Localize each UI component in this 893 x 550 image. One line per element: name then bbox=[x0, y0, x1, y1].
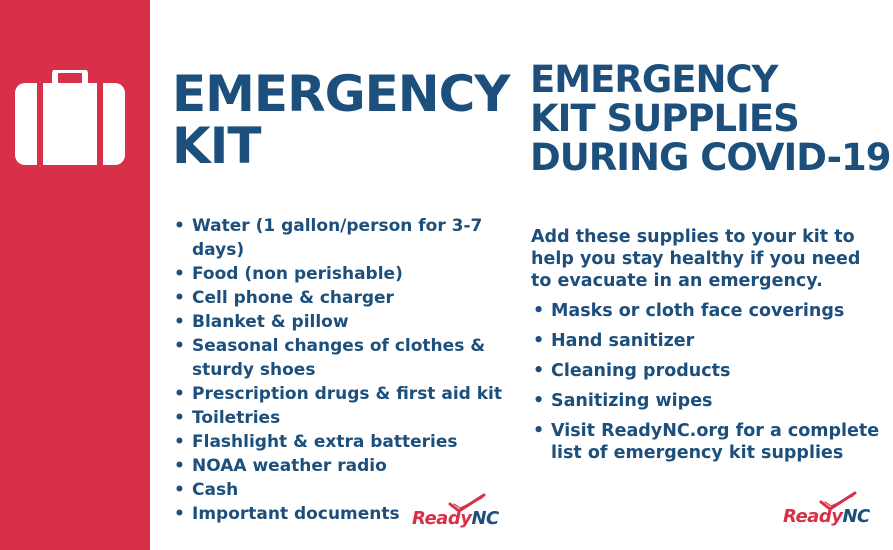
emergency-kit-title bbox=[172, 65, 510, 175]
bullet: • bbox=[174, 456, 185, 476]
list-item: • Cell phone & charger bbox=[174, 288, 394, 308]
covid-items-list bbox=[531, 300, 881, 472]
bullet: • bbox=[533, 361, 545, 381]
suitcase-icon bbox=[15, 70, 125, 165]
title-line: DURING COVID-19 bbox=[530, 136, 891, 179]
title-line: KIT bbox=[172, 117, 261, 175]
list-item: • Cash bbox=[174, 480, 239, 500]
list-item: • Prescription drugs & first aid kit bbox=[174, 384, 503, 404]
logo-text-nc: NC bbox=[471, 508, 499, 529]
list-item: • Cleaning products bbox=[533, 361, 731, 381]
bullet: • bbox=[174, 264, 185, 284]
logo-text-ready: Ready bbox=[412, 508, 472, 529]
list-item: • Visit ReadyNC.org for a complete list of emergency kit supplies bbox=[533, 421, 880, 463]
bullet: • bbox=[533, 301, 545, 321]
kit-items-list bbox=[172, 214, 502, 526]
readync-logo bbox=[783, 506, 870, 527]
bullet: • bbox=[174, 480, 185, 500]
list-item: • Food (non perishable) bbox=[174, 264, 403, 284]
title-line: EMERGENCY bbox=[172, 65, 510, 123]
red-side-bar bbox=[0, 0, 150, 550]
title-line: EMERGENCY bbox=[530, 58, 778, 101]
bullet: • bbox=[174, 408, 185, 428]
title-line: KIT SUPPLIES bbox=[530, 97, 799, 140]
bullet: • bbox=[533, 391, 545, 411]
bullet: • bbox=[174, 504, 185, 524]
list-item: • Flashlight & extra batteries bbox=[174, 432, 458, 452]
list-item: • Toiletries bbox=[174, 408, 281, 428]
list-item: • Important documents bbox=[174, 504, 400, 524]
list-item: • Water (1 gallon/person for 3-7 days) bbox=[174, 216, 483, 260]
logo-text-ready: Ready bbox=[783, 506, 843, 527]
bullet: • bbox=[174, 384, 185, 404]
checkmark-icon bbox=[446, 492, 488, 514]
checkmark-icon bbox=[817, 490, 859, 512]
covid-intro-text: Add these supplies to your kit to help you stay healthy if you need to evacuate in an emergency. bbox=[531, 227, 861, 291]
bullet: • bbox=[174, 288, 185, 308]
bullet: • bbox=[174, 312, 185, 332]
list-item: • Masks or cloth face coverings bbox=[533, 301, 845, 321]
list-item: • NOAA weather radio bbox=[174, 456, 387, 476]
readync-logo bbox=[412, 508, 499, 529]
logo-text-nc: NC bbox=[842, 506, 870, 527]
list-item: • Seasonal changes of clothes & sturdy shoes bbox=[174, 336, 486, 380]
list-item: • Sanitizing wipes bbox=[533, 391, 713, 411]
bullet: • bbox=[174, 432, 185, 452]
bullet: • bbox=[533, 331, 545, 351]
bullet: • bbox=[533, 421, 545, 441]
bullet: • bbox=[174, 336, 185, 356]
bullet: • bbox=[174, 216, 185, 236]
list-item: • Blanket & pillow bbox=[174, 312, 349, 332]
readync-link[interactable]: ReadyNC.org bbox=[601, 421, 730, 441]
list-item: • Hand sanitizer bbox=[533, 331, 695, 351]
covid-supplies-title bbox=[530, 60, 891, 177]
